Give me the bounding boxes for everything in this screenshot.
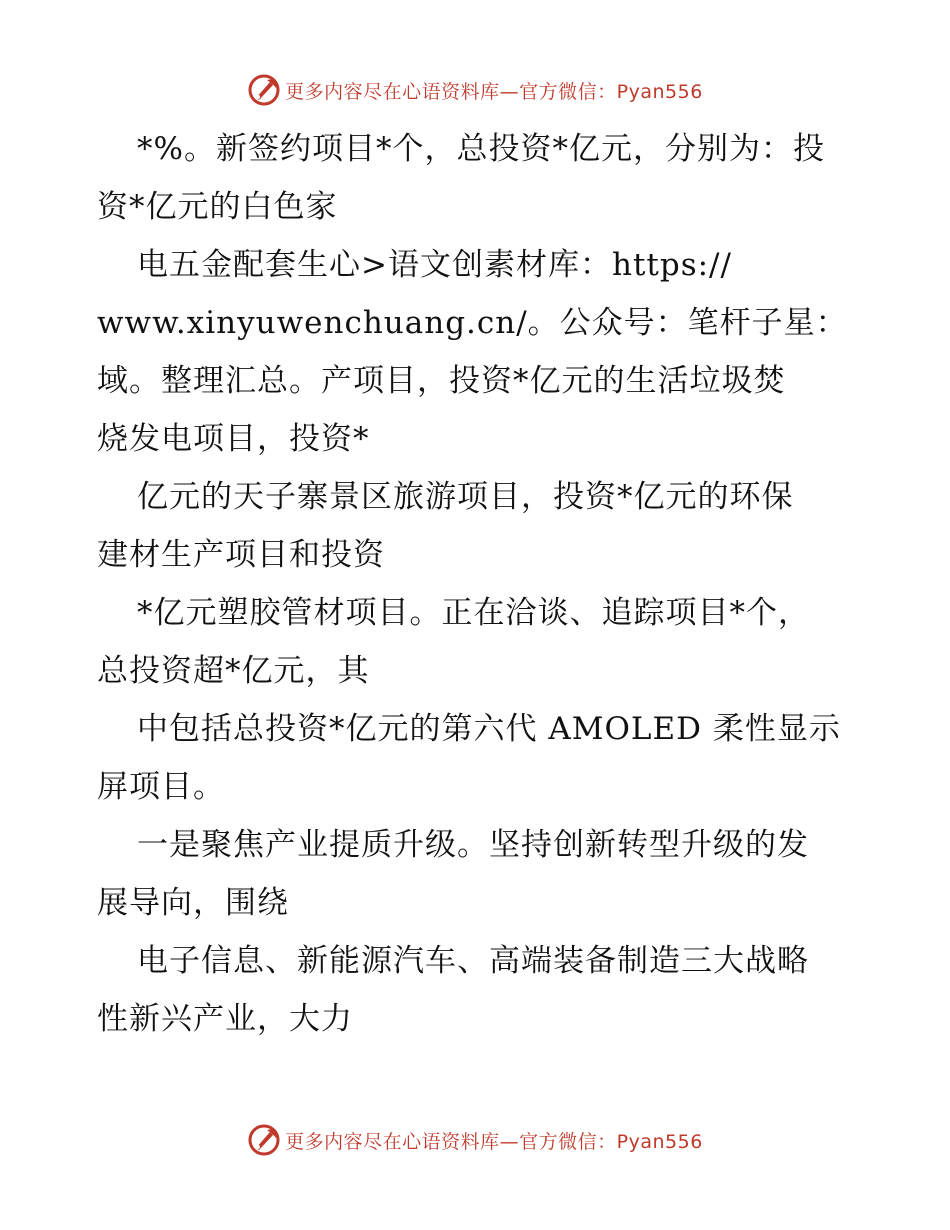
paragraph-line: 建材生产项目和投资 — [97, 537, 385, 573]
paragraph-line: *%。新签约项目*个，总投资*亿元，分别为：投 — [137, 131, 825, 167]
paragraph-line: 资*亿元的白色家 — [97, 189, 338, 225]
header-banner — [0, 70, 950, 110]
quill-logo-icon — [247, 1123, 281, 1157]
footer-banner — [0, 1120, 950, 1160]
paragraph-line: 电五金配套生心>语文创素材库：https:// — [137, 247, 732, 283]
paragraph-line: www.xinyuwenchuang.cn/。公众号：笔杆子星： — [97, 305, 848, 341]
paragraph-line: 性新兴产业，大力 — [97, 1001, 353, 1037]
paragraph-line: 一是聚焦产业提质升级。坚持创新转型升级的发 — [137, 827, 809, 863]
quill-logo-icon — [247, 73, 281, 107]
paragraph-line: 中包括总投资*亿元的第六代 AMOLED 柔性显示 — [137, 711, 841, 747]
paragraph-line: *亿元塑胶管材项目。正在洽谈、追踪项目*个， — [137, 595, 810, 631]
paragraph-line: 总投资超*亿元，其 — [97, 653, 370, 689]
footer-banner-text: 更多内容尽在心语资料库—官方微信：Pyan556 — [285, 1130, 703, 1153]
paragraph-line: 亿元的天子寨景区旅游项目，投资*亿元的环保 — [137, 479, 794, 515]
header-banner-text: 更多内容尽在心语资料库—官方微信：Pyan556 — [285, 80, 703, 103]
paragraph-line: 电子信息、新能源汽车、高端装备制造三大战略 — [137, 943, 809, 979]
document-body — [97, 120, 857, 1048]
header-banner-inner — [247, 73, 703, 107]
paragraph-line: 屏项目。 — [97, 769, 225, 805]
footer-banner-inner — [247, 1123, 703, 1157]
paragraph-line: 域。整理汇总。产项目，投资*亿元的生活垃圾焚 — [97, 363, 786, 399]
paragraph-line: 烧发电项目，投资* — [97, 421, 370, 457]
paragraph-line: 展导向，围绕 — [97, 885, 289, 921]
